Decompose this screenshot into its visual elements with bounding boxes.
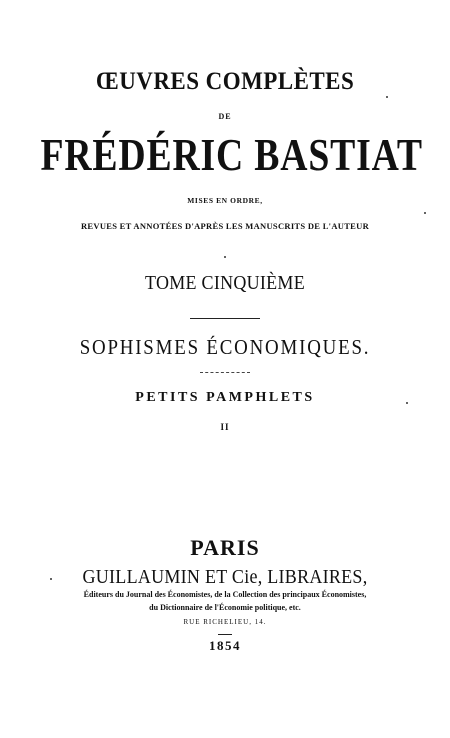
preposition: DE <box>218 112 232 121</box>
imprint-city: PARIS <box>190 535 260 560</box>
divider-rule-short <box>218 634 232 635</box>
print-speck <box>406 402 408 404</box>
publisher-address: RUE RICHELIEU, 14. <box>183 618 267 626</box>
imprint-publisher: GUILLAUMIN ET Cie, LIBRAIRES, <box>82 566 368 588</box>
series-title: ŒUVRES COMPLÈTES <box>95 68 355 95</box>
author-name: FRÉDÉRIC BASTIAT <box>40 129 423 180</box>
print-speck <box>50 578 52 580</box>
editing-note-2: REVUES ET ANNOTÉES D'APRÈS LES MANUSCRITS DE L'AUTEUR <box>80 221 370 231</box>
print-speck <box>424 212 426 214</box>
publisher-description-1: Éditeurs du Journal des Économistes, de la Collection des principaux Économistes, <box>83 590 367 599</box>
part-number: II <box>220 422 230 432</box>
publication-year: 1854 <box>209 638 241 653</box>
divider-rule-dashed <box>200 372 250 373</box>
work-subtitle: PETITS PAMPHLETS <box>135 390 315 405</box>
volume-number: TOME CINQUIÈME <box>145 272 305 294</box>
editing-note-1: MISES EN ORDRE, <box>187 196 263 205</box>
print-speck <box>386 96 388 98</box>
publisher-description-2: du Dictionnaire de l'Économie politique, etc. <box>149 603 301 612</box>
divider-rule <box>190 318 260 319</box>
work-title: SOPHISMES ÉCONOMIQUES. <box>79 335 371 359</box>
print-speck <box>224 256 226 258</box>
